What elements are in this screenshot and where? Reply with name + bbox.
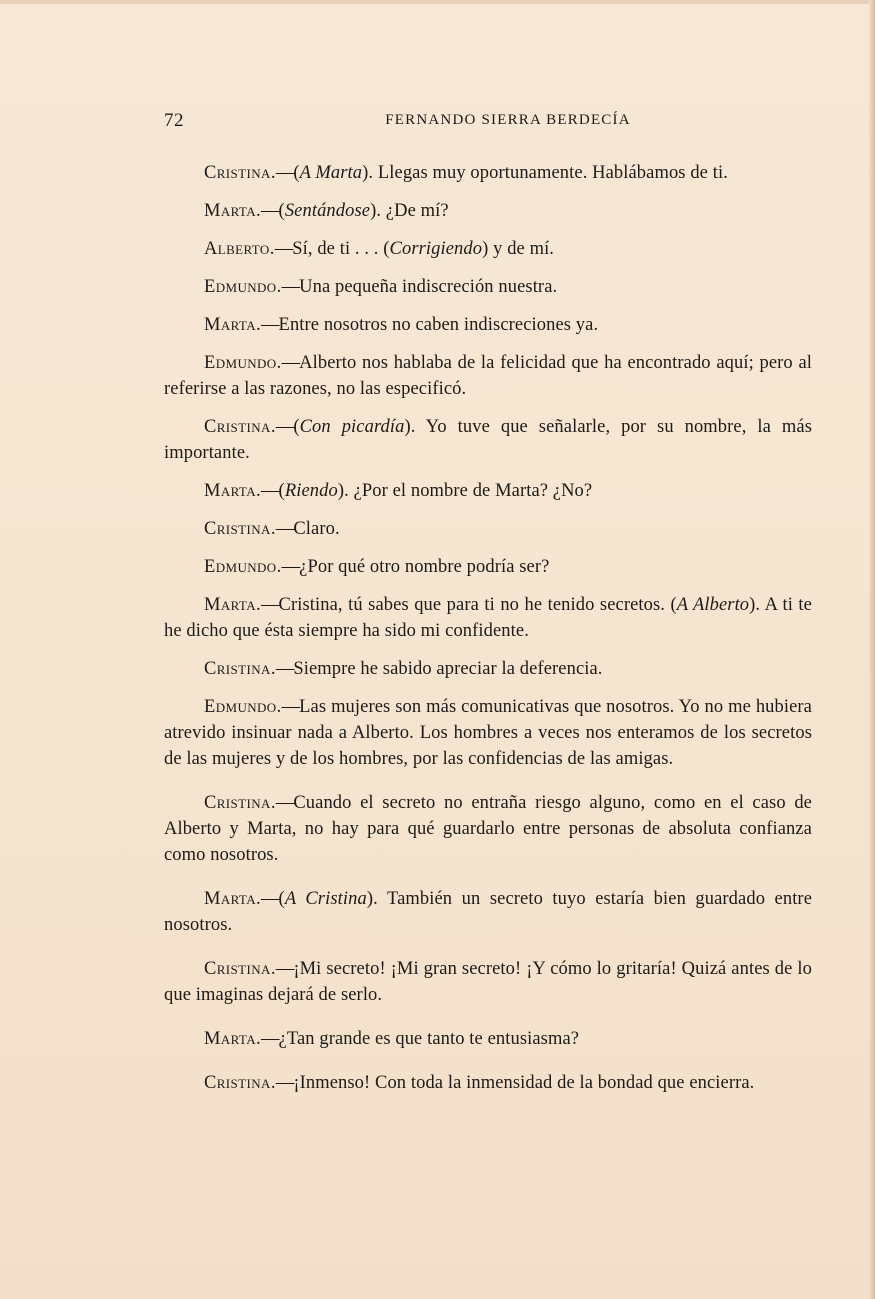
stage-direction: A Marta: [299, 163, 363, 183]
line-text: Cuando el secreto no entraña riesgo alguno, como en el caso de Alberto y Marta, no hay para qué guardarlo entre personas de absoluta confianza como nosotros.: [164, 793, 812, 865]
speaker-name: Marta.: [204, 595, 262, 615]
em-dash: —: [275, 793, 294, 813]
speaker-name: Cristina.: [204, 519, 276, 539]
page-number: 72: [164, 110, 184, 131]
dialogue-line: [164, 656, 812, 682]
stage-open-paren: (: [278, 889, 285, 909]
line-text: Las mujeres son más comunicativas que nosotros. Yo no me hubiera atrevido insinuar nada a Alberto. Los hombres a veces nos enteramos de los secretos de las mujeres y de los hombres, por las confidencias de las amigas.: [164, 697, 812, 769]
em-dash: —: [281, 353, 300, 373]
line-text: . ¿Por el nombre de Marta? ¿No?: [344, 481, 593, 501]
dialogue-line: [164, 516, 812, 542]
em-dash: —: [275, 659, 294, 679]
speaker-name: Cristina.: [204, 163, 276, 183]
line-text: Alberto nos hablaba de la felicidad que ha encontrado aquí; pero al referirse a las razones, no las especificó.: [164, 353, 812, 399]
em-dash: —: [275, 163, 294, 183]
em-dash: —: [261, 889, 279, 909]
stage-direction: A Alberto: [676, 595, 750, 615]
line-text: y de mí.: [488, 239, 555, 259]
em-dash: —: [281, 277, 300, 297]
em-dash: —: [261, 1029, 279, 1049]
speaker-name: Cristina.: [204, 417, 276, 437]
speaker-name: Edmundo.: [204, 353, 282, 373]
stage-direction: Riendo: [284, 481, 338, 501]
line-text-pre: Sí, de ti . . .: [292, 239, 384, 259]
stage-open-paren: (: [293, 163, 300, 183]
line-text: Claro.: [293, 519, 340, 539]
stage-close-paren: ): [404, 417, 411, 437]
em-dash: —: [261, 595, 279, 615]
page-edge-top: [0, 0, 875, 4]
line-text: . Yo tuve que señalarle, por su nombre, la más importante.: [164, 417, 812, 463]
dialogue-line: [164, 694, 812, 772]
speaker-name: Cristina.: [204, 793, 276, 813]
dialogue-line: [164, 312, 812, 338]
stage-open-paren: (: [383, 239, 390, 259]
speaker-name: Marta.: [204, 481, 262, 501]
line-text: . ¿De mí?: [376, 201, 449, 221]
stage-close-paren: ): [366, 889, 374, 909]
line-text: ¿Tan grande es que tanto te entusiasma?: [278, 1029, 580, 1049]
stage-direction: Sentándose: [284, 201, 371, 221]
stage-close-paren: ): [362, 163, 369, 183]
em-dash: —: [275, 1073, 294, 1093]
em-dash: —: [275, 519, 294, 539]
line-text: Una pequeña indiscreción nuestra.: [299, 277, 558, 297]
dialogue-body: [164, 160, 812, 1108]
line-text: ¿Por qué otro nombre podría ser?: [299, 557, 550, 577]
dialogue-line: [164, 554, 812, 580]
page-edge-right: [869, 0, 875, 1299]
dialogue-line: [164, 160, 812, 186]
stage-direction: A Cristina: [284, 889, 367, 909]
speaker-name: Marta.: [204, 201, 262, 221]
dialogue-line: [164, 198, 812, 224]
stage-open-paren: (: [670, 595, 677, 615]
stage-open-paren: (: [278, 201, 285, 221]
em-dash: —: [281, 697, 300, 717]
speaker-name: Cristina.: [204, 1073, 276, 1093]
line-text: . A ti te he dicho que ésta siempre ha sido mi confidente.: [164, 595, 812, 641]
dialogue-line: [164, 790, 812, 868]
speaker-name: Edmundo.: [204, 557, 282, 577]
dialogue-line: [164, 478, 812, 504]
dialogue-line: [164, 414, 812, 466]
em-dash: —: [261, 481, 279, 501]
dialogue-line: [164, 886, 812, 938]
stage-open-paren: (: [293, 417, 300, 437]
dialogue-line: [164, 1070, 812, 1096]
em-dash: —: [274, 239, 293, 259]
em-dash: —: [275, 959, 294, 979]
stage-direction: Con picardía: [299, 417, 405, 437]
dialogue-line: [164, 1026, 812, 1052]
dialogue-line: [164, 956, 812, 1008]
speaker-name: Edmundo.: [204, 697, 282, 717]
dialogue-line: [164, 236, 812, 262]
speaker-name: Cristina.: [204, 959, 276, 979]
stage-open-paren: (: [278, 481, 285, 501]
line-text: . También un secreto tuyo estaría bien guardado entre nosotros.: [164, 889, 813, 935]
line-text: ¡Mi secreto! ¡Mi gran secreto! ¡Y cómo lo gritaría! Quizá antes de lo que imaginas dejará de serlo.: [164, 959, 812, 1005]
em-dash: —: [261, 201, 279, 221]
em-dash: —: [281, 557, 300, 577]
page-header: [164, 110, 812, 136]
dialogue-line: [164, 592, 812, 644]
stage-direction: Corrigiendo: [389, 239, 483, 259]
dialogue-line: [164, 350, 812, 402]
running-head: FERNANDO SIERRA BERDECÍA: [385, 112, 631, 128]
dialogue-line: [164, 274, 812, 300]
line-text: Entre nosotros no caben indiscreciones ya.: [278, 315, 599, 335]
line-text-pre: Cristina, tú sabes que para ti no he tenido secretos.: [278, 595, 671, 615]
line-text: ¡Inmenso! Con toda la inmensidad de la bondad que encierra.: [293, 1073, 755, 1093]
speaker-name: Cristina.: [204, 659, 276, 679]
stage-close-paren: ): [337, 481, 345, 501]
speaker-name: Marta.: [204, 889, 262, 909]
line-text: Siempre he sabido apreciar la deferencia.: [293, 659, 603, 679]
em-dash: —: [275, 417, 294, 437]
em-dash: —: [261, 315, 279, 335]
speaker-name: Edmundo.: [204, 277, 282, 297]
line-text: . Llegas muy oportunamente. Hablábamos de ti.: [368, 163, 728, 183]
stage-close-paren: ): [482, 239, 489, 259]
speaker-name: Marta.: [204, 1029, 262, 1049]
speaker-name: Alberto.: [204, 239, 275, 259]
stage-close-paren: ): [370, 201, 377, 221]
speaker-name: Marta.: [204, 315, 262, 335]
stage-close-paren: ): [749, 595, 756, 615]
